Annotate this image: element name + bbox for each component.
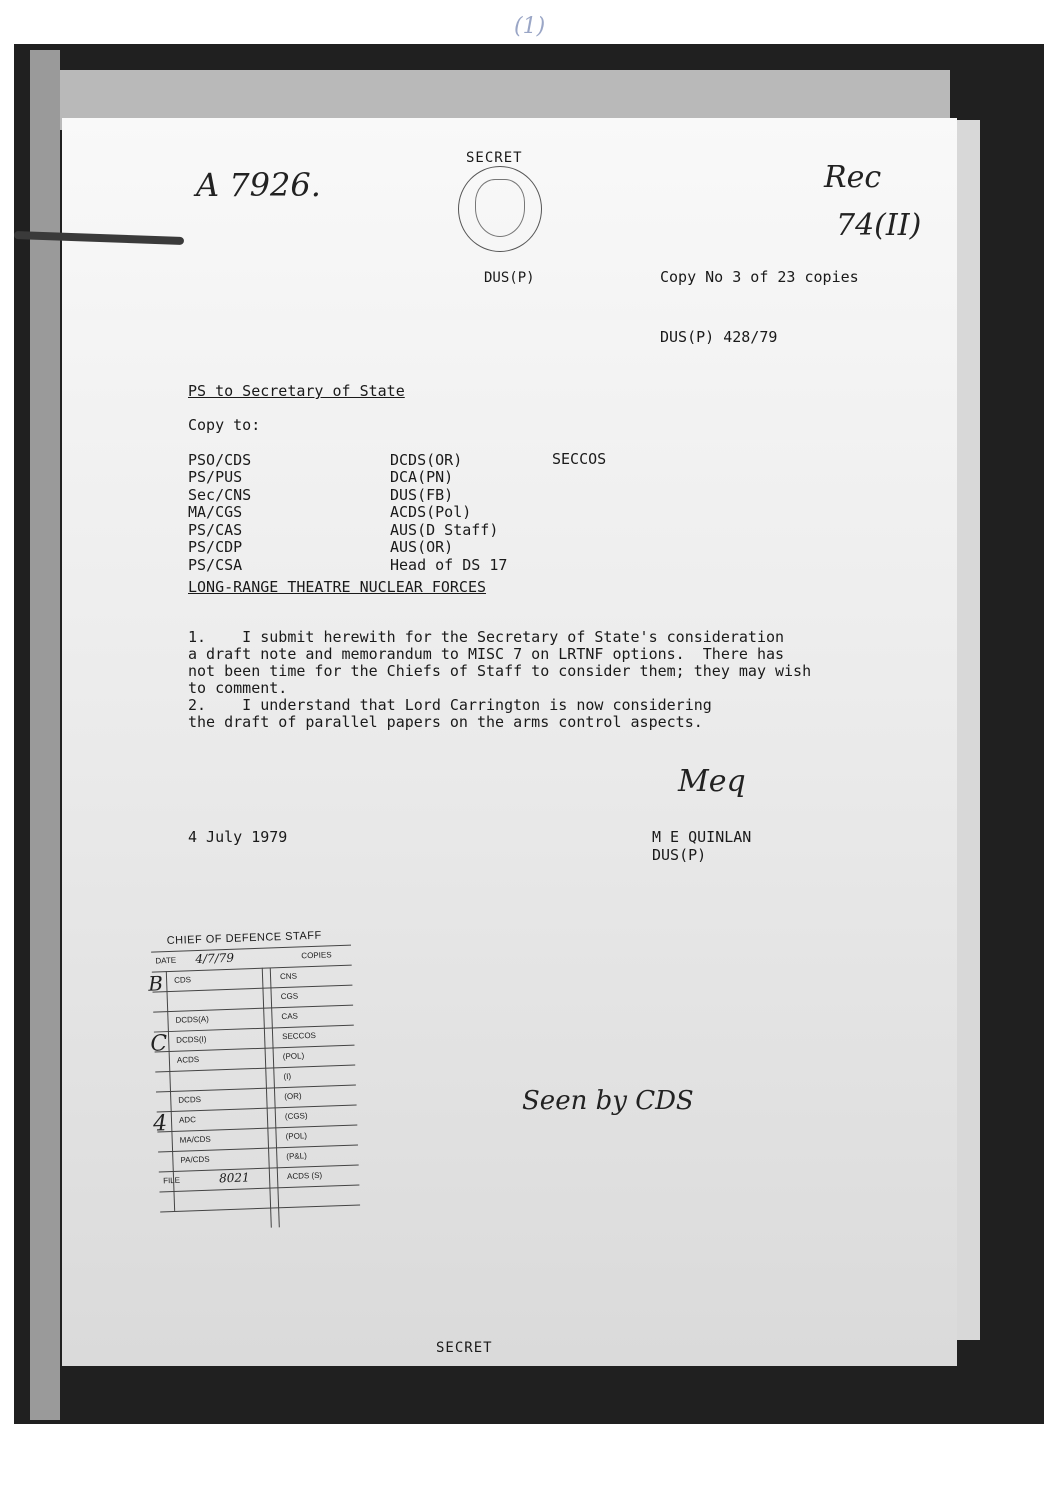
copy-to-column-2 xyxy=(390,434,507,592)
page-mark: (1) xyxy=(514,14,546,39)
stamp-row: DCDS (OR) xyxy=(156,1085,357,1113)
document-date: 4 July 1979 xyxy=(188,828,288,846)
classification-bottom: SECRET xyxy=(436,1340,493,1356)
handwritten-note: Seen by CDS xyxy=(522,1086,694,1116)
stamp-row: (I) xyxy=(155,1065,356,1093)
stamp-row: CGS xyxy=(153,985,354,1013)
copy-to-item: Sec/CNS xyxy=(188,485,252,504)
copy-to-item: DUS(FB) xyxy=(390,485,454,504)
copy-to-item: PS/CSA xyxy=(188,555,243,574)
stamp-copies-label: COPIES xyxy=(301,950,332,961)
body-line: not been time for the Chiefs of Staff to consider them; they may wish xyxy=(188,662,812,680)
copy-to-item: PSO/CDS xyxy=(188,450,252,469)
copy-to-item: Head of DS 17 xyxy=(390,555,508,574)
copy-to-item: DCA(PN) xyxy=(390,468,454,486)
stamp-row: CDS CNS xyxy=(152,965,353,993)
signatory-title: DUS(P) xyxy=(652,846,707,864)
stamp-row: ACDS (POL) xyxy=(155,1045,356,1073)
handwritten-annotation-1: Rec xyxy=(824,160,882,195)
origin-code: DUS(P) xyxy=(484,270,535,286)
copy-to-item: SECCOS xyxy=(552,450,607,468)
copy-to-item: AUS(D Staff) xyxy=(390,520,499,539)
royal-crest-seal xyxy=(458,166,542,252)
handwritten-annotation-2: 74(II) xyxy=(836,208,922,243)
stamp-mark: B xyxy=(147,971,164,996)
copy-number: Copy No 3 of 23 copies xyxy=(660,268,859,286)
stamp-date-value: 4/7/79 xyxy=(195,950,235,967)
body-line: the draft of parallel papers on the arms control aspects. xyxy=(188,713,703,731)
copy-to-item: PS/CDP xyxy=(188,538,243,556)
stamp-date-label: DATE xyxy=(155,955,177,966)
stamp-row: MA/CDS (POL) xyxy=(157,1125,358,1153)
body-line: 2. I understand that Lord Carrington is now considering xyxy=(188,696,712,714)
copy-to-item: AUS(OR) xyxy=(390,538,454,556)
signatory-name: M E QUINLAN xyxy=(652,828,752,846)
copy-to-item: ACDS(Pol) xyxy=(390,503,472,521)
stamp-file-row: FILE 8021 ACDS (S) xyxy=(159,1164,360,1192)
binder-rod xyxy=(30,50,60,1420)
body-line: 1. I submit herewith for the Secretary of State's consideration xyxy=(188,628,785,646)
copy-to-item: PS/CAS xyxy=(188,520,243,539)
copy-to-item: DCDS(OR) xyxy=(390,450,463,469)
copy-to-column-1 xyxy=(188,434,251,592)
stamp-file-value: 8021 xyxy=(218,1170,250,1186)
addressee: PS to Secretary of State xyxy=(188,382,405,400)
copy-to-item: PS/PUS xyxy=(188,468,243,486)
signature-initials: Meq xyxy=(678,764,746,799)
classification-top: SECRET xyxy=(466,150,523,166)
stamp-mark: 4 xyxy=(152,1111,168,1137)
body-line: to comment. xyxy=(188,679,288,697)
subject-heading: LONG-RANGE THEATRE NUCLEAR FORCES xyxy=(188,578,487,596)
body-line: a draft note and memorandum to MISC 7 on LRTNF options. There has xyxy=(188,645,785,663)
copy-to-column-3 xyxy=(552,432,606,486)
stamp-row: ADC (CGS) xyxy=(157,1105,358,1133)
copy-to-label: Copy to: xyxy=(188,416,261,434)
stamp-row: PA/CDS (P&L) xyxy=(158,1145,359,1173)
cds-distribution-stamp xyxy=(145,928,370,1251)
body-text xyxy=(188,612,811,748)
handwritten-reference: A 7926. xyxy=(196,166,321,204)
stamp-title: CHIEF OF DEFENCE STAFF xyxy=(166,929,322,948)
stamp-mark: C xyxy=(149,1031,168,1057)
document-reference: DUS(P) 428/79 xyxy=(660,328,778,346)
copy-to-item: MA/CGS xyxy=(188,503,243,521)
stamp-row: DCDS(I) SECCOS xyxy=(154,1025,355,1053)
stamp-row: DCDS(A) CAS xyxy=(153,1005,354,1033)
